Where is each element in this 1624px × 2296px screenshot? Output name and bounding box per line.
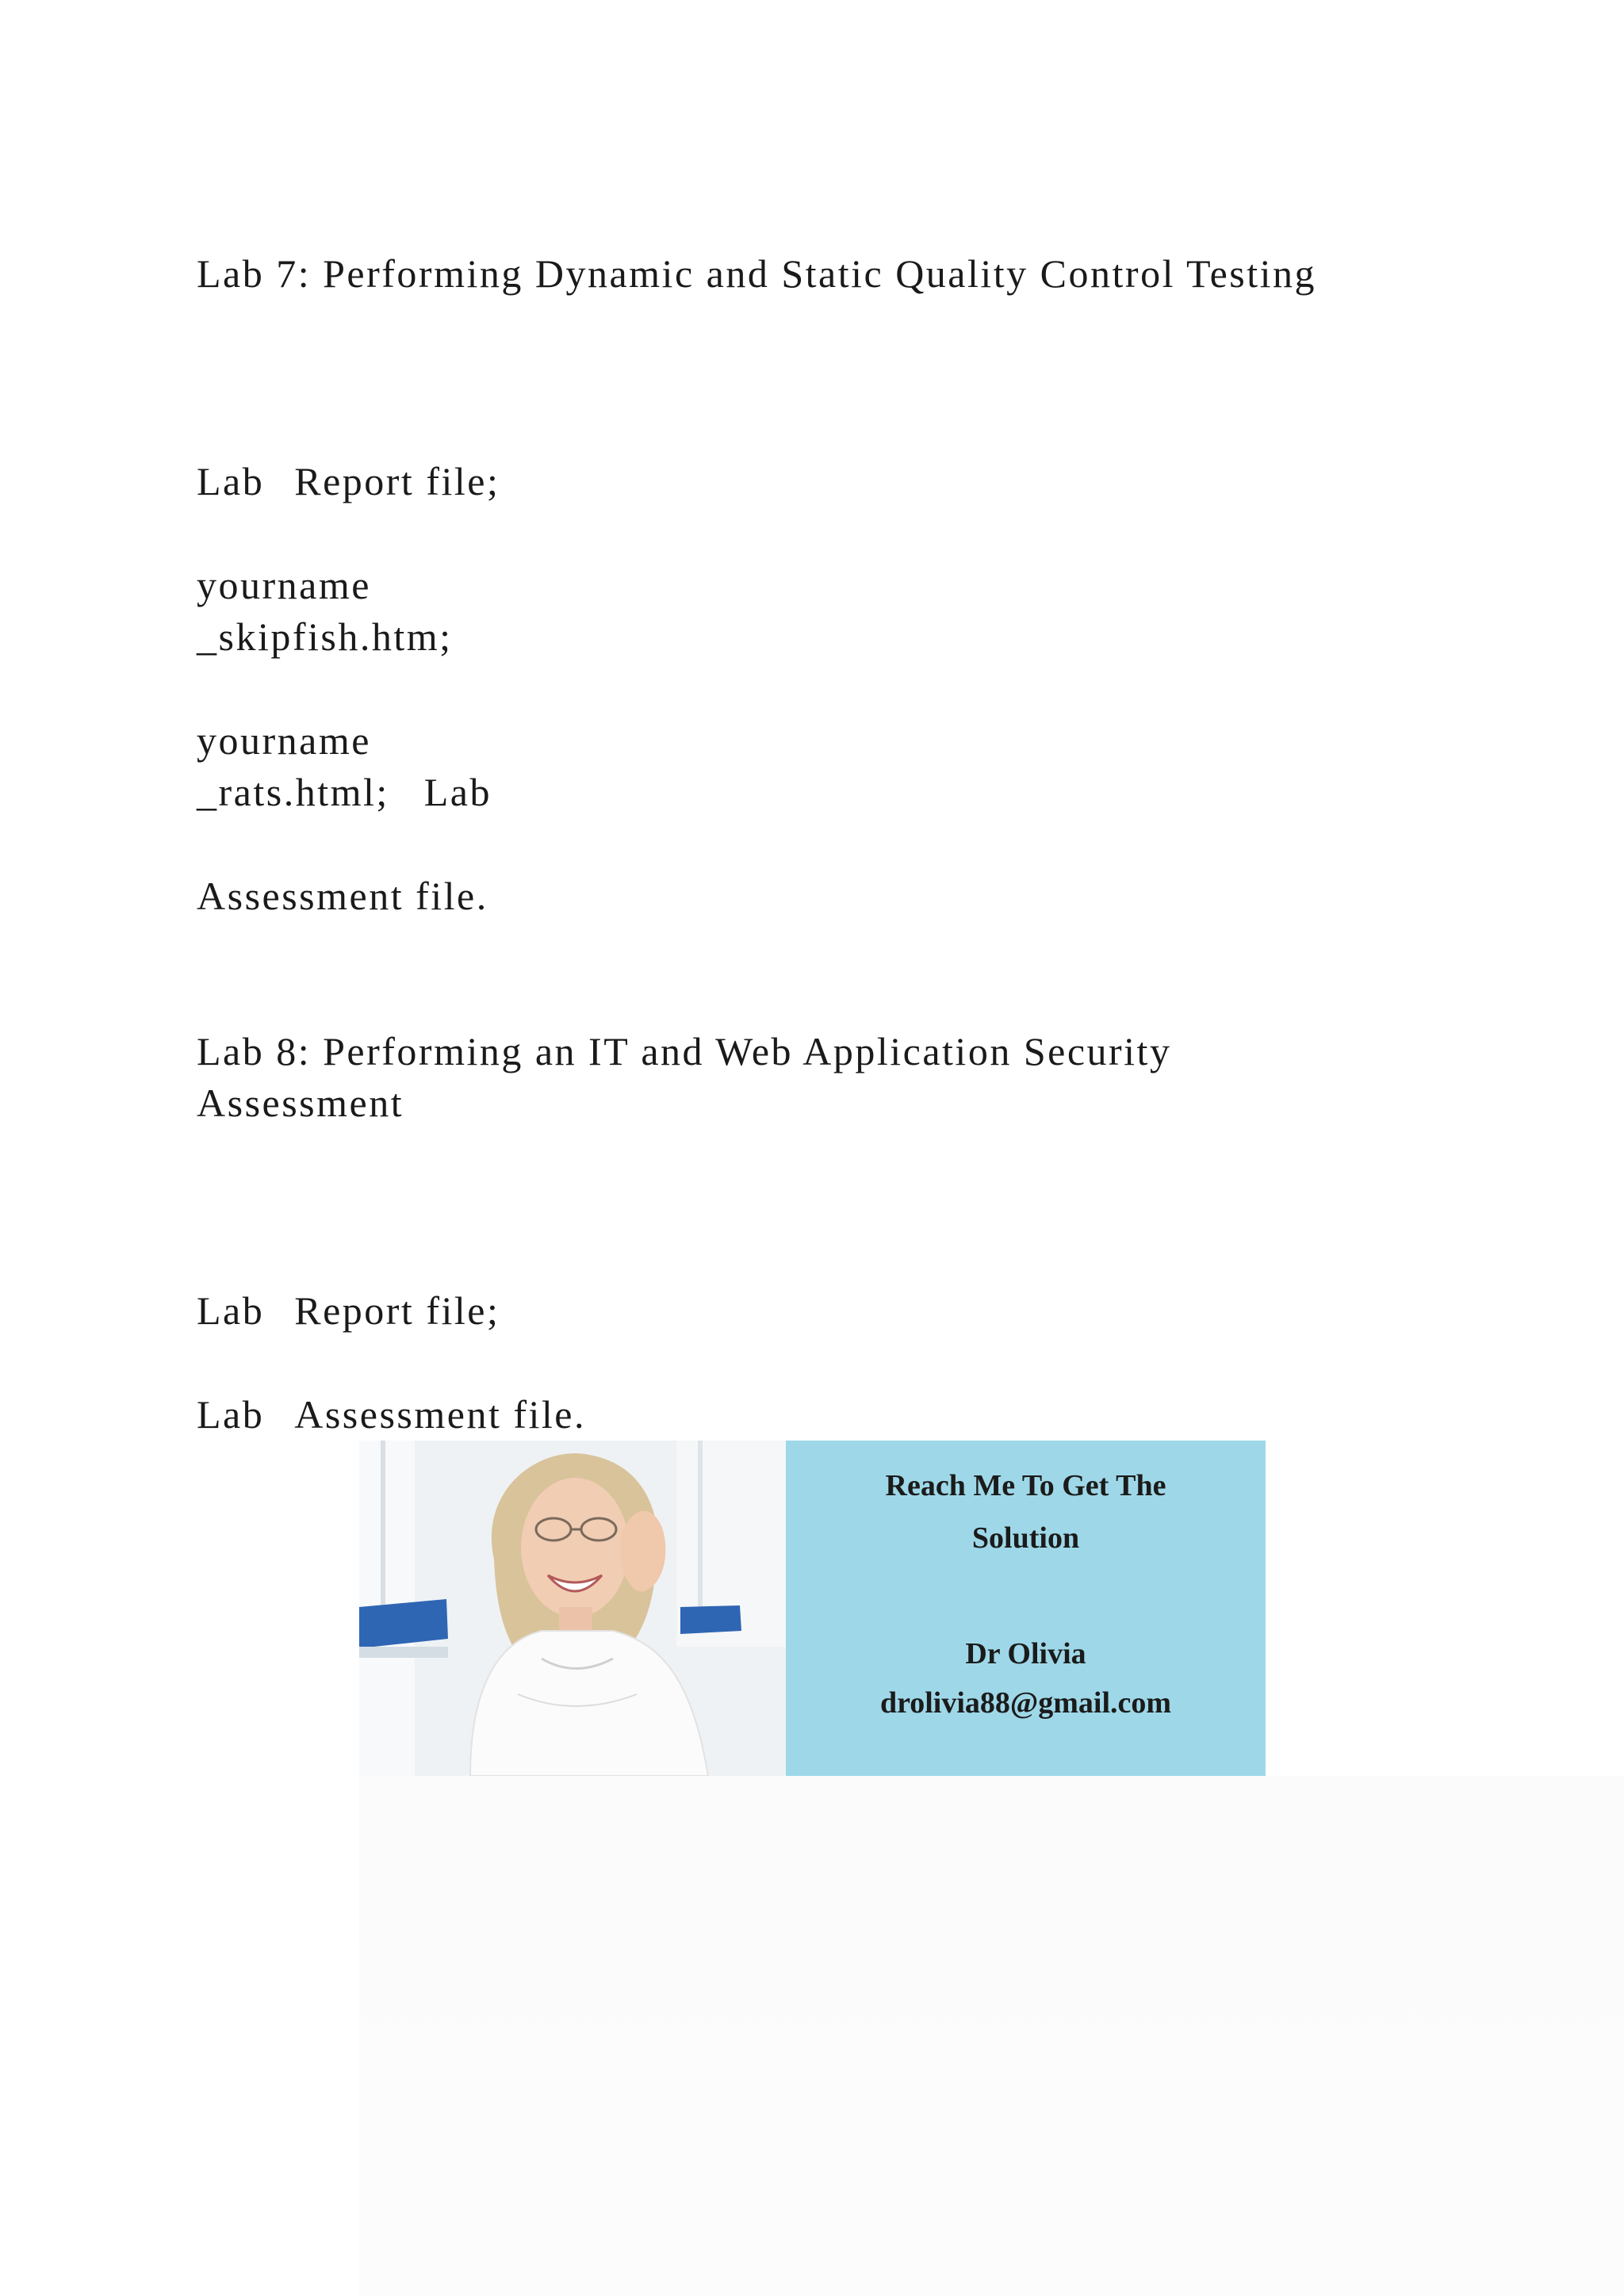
lab7-report-file: Report file; (294, 459, 500, 503)
image-lower-area (359, 1776, 1624, 2296)
lab7-report-label: Lab (197, 459, 265, 503)
banner-name: Dr Olivia (965, 1637, 1086, 1670)
contact-info-panel (786, 1441, 1266, 1776)
banner-heading-line1: Reach Me To Get The (885, 1469, 1166, 1502)
lab8-title-line2: Assessment (197, 1081, 404, 1125)
lab7-file2-line (197, 772, 492, 812)
lab8-report-file: Report file; (294, 1288, 500, 1333)
lab7-file2-lab: Lab (423, 770, 492, 814)
lab8-assessment-file: Assessment file. (294, 1392, 586, 1437)
contact-banner (359, 1441, 1266, 1776)
banner-heading-line2: Solution (971, 1521, 1080, 1555)
lab7-file1-ext: _skipfish.htm; (197, 614, 453, 659)
banner-email: drolivia88@gmail.com (879, 1686, 1172, 1720)
lab7-assessment: Assessment file. (197, 874, 488, 918)
lab8-title-line1: Lab 8: Performing an IT and Web Application Security (197, 1029, 1172, 1073)
lab7-file2-name: yourname (197, 718, 371, 763)
woman-illustration (359, 1441, 786, 1776)
lab7-title: Lab 7: Performing Dynamic and Static Quality Control Testing (197, 251, 1317, 296)
lab8-assessment-line (197, 1392, 586, 1437)
lab7-file1-name: yourname (197, 563, 371, 607)
lab7-file2-ext: _rats.html; (197, 770, 389, 814)
lab8-report-line (197, 1288, 500, 1333)
lab7-report-line (197, 461, 500, 501)
woman-photo (359, 1441, 786, 1776)
lab8-report-label: Lab (197, 1288, 265, 1333)
lab8-assessment-label: Lab (197, 1392, 265, 1437)
